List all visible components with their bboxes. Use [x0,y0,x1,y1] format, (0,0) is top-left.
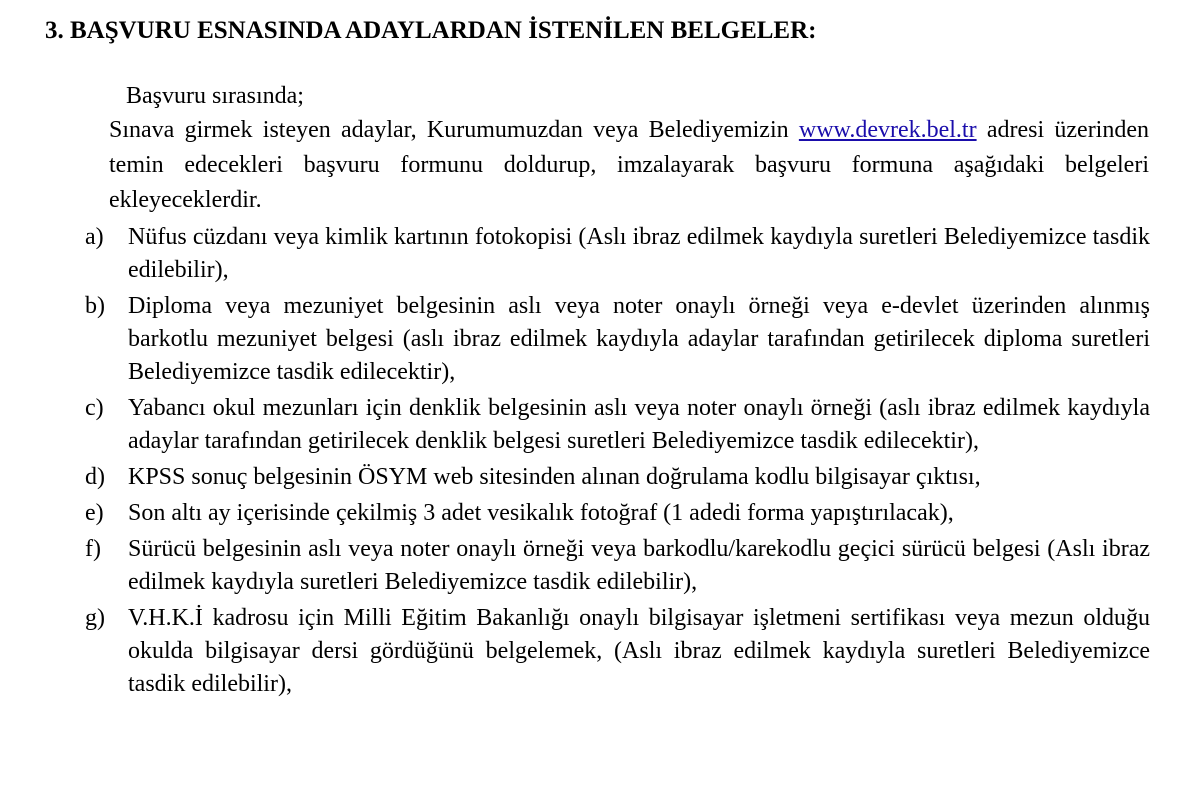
list-item [85,533,1150,599]
list-item [85,221,1150,287]
required-documents-list [85,221,1150,704]
list-item-marker: g) [85,605,105,631]
list-item-marker: c) [85,395,104,421]
list-item-text: Son altı ay içerisinde çekilmiş 3 adet vesikalık fotoğraf (1 adedi forma yapıştırılacak), [128,500,954,526]
list-item-text: Diploma veya mezuniyet belgesinin aslı veya noter onaylı örneği veya e-devlet üzerinden alınmış barkotlu mezuniyet belgesi (aslı ibraz edilmek kaydıyla adaylar tarafından getirilecek diploma suretleri Belediyemizce tasdik edilecektir), [128,293,1150,385]
paragraph-text-before-link: Sınava girmek isteyen adaylar, Kurumumuzdan veya Belediyemizin [109,117,799,143]
list-item-marker: d) [85,464,105,490]
list-item-marker: b) [85,293,105,319]
paragraph-text-after-link: adresi üzerinden temin edecekleri başvuru formunu doldurup, imzalayarak başvuru formuna aşağıdaki belgeleri ekleyeceklerdir. [109,117,1150,213]
list-item-marker: a) [85,224,104,250]
list-item-marker: f) [85,536,101,562]
section-heading: 3. BAŞVURU ESNASINDA ADAYLARDAN İSTENİLEN BELGELER: [45,17,817,44]
list-item-text: Nüfus cüzdanı veya kimlik kartının fotokopisi (Aslı ibraz edilmek kaydıyla suretleri Belediyemizce tasdik edilebilir), [128,224,1150,283]
list-item [85,392,1150,458]
list-item-text: KPSS sonuç belgesinin ÖSYM web sitesinden alınan doğrulama kodlu bilgisayar çıktısı, [128,464,981,490]
list-item [85,497,1150,530]
list-item [85,290,1150,389]
list-item-text: Yabancı okul mezunları için denklik belgesinin aslı veya noter onaylı örneği (aslı ibraz edilmek kaydıyla adaylar tarafından getirilecek denklik belgesi suretleri Belediyemizce tasdik edilecektir), [128,395,1150,454]
list-item [85,602,1150,701]
website-link[interactable]: www.devrek.bel.tr [798,117,977,143]
list-item [85,461,1150,494]
application-paragraph [109,113,1149,218]
list-item-text: V.H.K.İ kadrosu için Milli Eğitim Bakanlığı onaylı bilgisayar işletmeni sertifikası veya mezun olduğu okulda bilgisayar dersi gördüğünü belgelemek, (Aslı ibraz edilmek kaydıyla suretleri Belediyemizce tasdik edilebilir), [128,605,1150,697]
list-item-text: Sürücü belgesinin aslı veya noter onaylı örneği veya barkodlu/karekodlu geçici sürücü belgesi (Aslı ibraz edilmek kaydıyla suretleri Belediyemizce tasdik edilebilir), [128,536,1150,595]
list-item-marker: e) [85,500,104,526]
intro-text: Başvuru sırasında; [126,83,304,109]
